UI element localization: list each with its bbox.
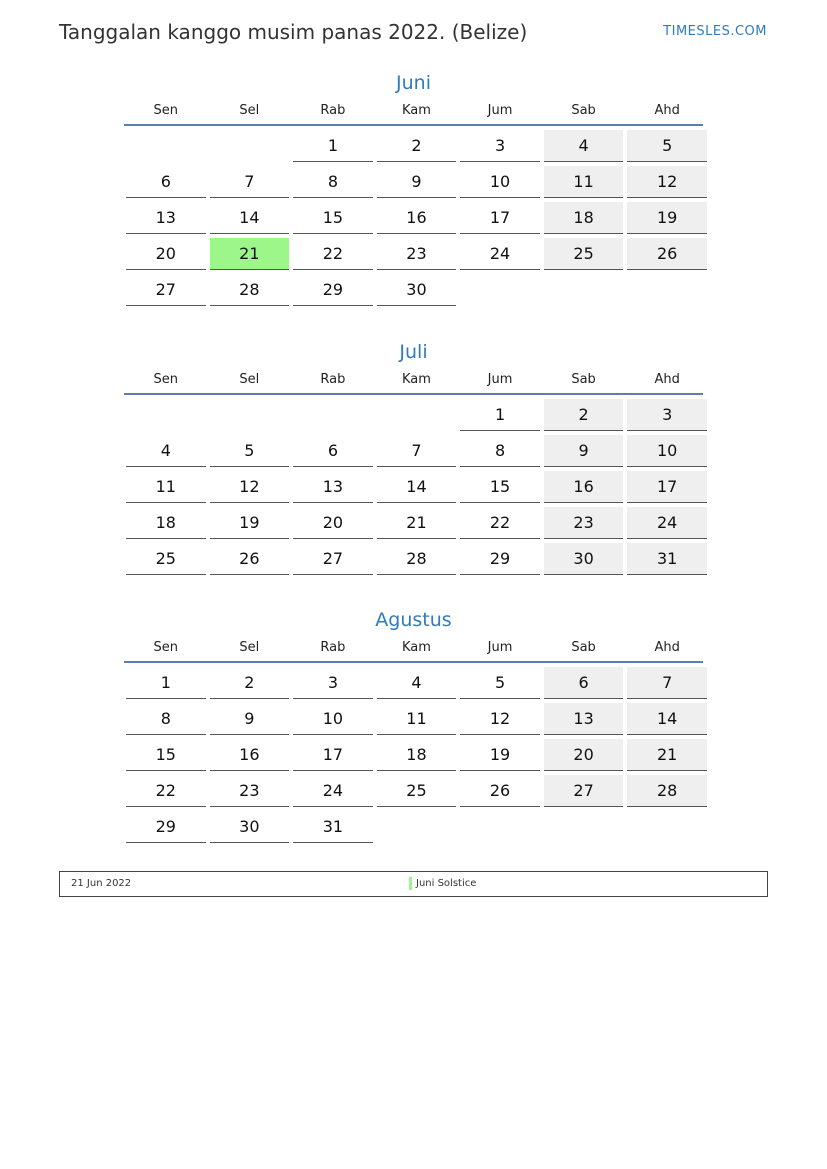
week-row <box>124 130 703 166</box>
week-row <box>124 471 703 507</box>
day-cell: 22 <box>126 775 206 807</box>
day-cell: 31 <box>293 811 373 843</box>
month-title: Juli <box>399 341 428 363</box>
week-row <box>124 507 703 543</box>
week-row <box>124 811 703 847</box>
empty-day-cell <box>377 811 457 843</box>
day-cell: 30 <box>210 811 290 843</box>
day-cell: 11 <box>126 471 206 503</box>
day-cell: 25 <box>544 238 624 270</box>
day-cell: 2 <box>377 130 457 162</box>
day-cell: 21 <box>627 739 707 771</box>
weekday-label: Rab <box>320 102 346 118</box>
day-cell: 23 <box>544 507 624 539</box>
day-cell: 16 <box>377 202 457 234</box>
empty-day-cell <box>210 399 290 431</box>
day-cell: 1 <box>293 130 373 162</box>
day-cell: 6 <box>126 166 206 198</box>
day-cell: 2 <box>210 667 290 699</box>
day-cell: 11 <box>377 703 457 735</box>
day-cell: 4 <box>377 667 457 699</box>
weekday-label: Kam <box>402 371 431 387</box>
day-cell: 14 <box>627 703 707 735</box>
month-calendar-juli <box>124 339 703 579</box>
weekday-label: Jum <box>487 371 513 387</box>
day-cell: 5 <box>627 130 707 162</box>
empty-day-cell <box>460 274 540 306</box>
empty-day-cell <box>293 399 373 431</box>
weekday-label: Sel <box>239 371 260 387</box>
weekday-label: Sel <box>239 102 260 118</box>
weekday-header-row <box>124 633 703 663</box>
weekday-label: Rab <box>320 639 346 655</box>
week-row <box>124 238 703 274</box>
day-cell: 19 <box>460 739 540 771</box>
week-row <box>124 274 703 310</box>
empty-day-cell <box>627 274 707 306</box>
day-cell: 17 <box>460 202 540 234</box>
empty-day-cell <box>210 130 290 162</box>
day-cell: 19 <box>210 507 290 539</box>
day-cell: 5 <box>460 667 540 699</box>
day-cell: 11 <box>544 166 624 198</box>
day-cell: 4 <box>544 130 624 162</box>
day-cell: 25 <box>126 543 206 575</box>
weekday-header-row <box>124 96 703 126</box>
day-cell: 13 <box>293 471 373 503</box>
day-cell: 27 <box>126 274 206 306</box>
day-cell: 9 <box>377 166 457 198</box>
day-cell: 29 <box>460 543 540 575</box>
weekday-label: Ahd <box>654 102 680 118</box>
day-cell: 1 <box>460 399 540 431</box>
day-cell: 14 <box>210 202 290 234</box>
weekday-label: Sen <box>153 102 179 118</box>
month-title: Agustus <box>375 609 452 631</box>
weekday-label: Sab <box>571 639 596 655</box>
week-row <box>124 667 703 703</box>
weekday-header-row <box>124 365 703 395</box>
week-row <box>124 775 703 811</box>
month-calendar-agustus <box>124 607 703 847</box>
weekday-label: Jum <box>487 102 513 118</box>
day-cell: 24 <box>293 775 373 807</box>
weeks-grid <box>124 130 703 310</box>
weekday-label: Sel <box>239 639 260 655</box>
day-cell-highlighted: 21 <box>210 238 290 270</box>
day-cell: 24 <box>627 507 707 539</box>
page-title: Tanggalan kanggo musim panas 2022. (Belize) <box>59 20 528 44</box>
day-cell: 1 <box>126 667 206 699</box>
day-cell: 27 <box>293 543 373 575</box>
weekday-label: Sen <box>153 371 179 387</box>
week-row <box>124 435 703 471</box>
day-cell: 23 <box>377 238 457 270</box>
day-cell: 29 <box>126 811 206 843</box>
day-cell: 21 <box>377 507 457 539</box>
day-cell: 18 <box>126 507 206 539</box>
day-cell: 18 <box>544 202 624 234</box>
weekday-label: Jum <box>487 639 513 655</box>
legend-color-marker <box>409 877 412 890</box>
day-cell: 25 <box>377 775 457 807</box>
day-cell: 6 <box>544 667 624 699</box>
empty-day-cell <box>377 399 457 431</box>
weekday-label: Rab <box>320 371 346 387</box>
day-cell: 5 <box>210 435 290 467</box>
month-title: Juni <box>396 72 431 94</box>
day-cell: 26 <box>460 775 540 807</box>
day-cell: 12 <box>627 166 707 198</box>
day-cell: 10 <box>460 166 540 198</box>
week-row <box>124 739 703 775</box>
empty-day-cell <box>126 399 206 431</box>
legend-box <box>59 871 768 897</box>
weekday-label: Kam <box>402 102 431 118</box>
weekday-label: Kam <box>402 639 431 655</box>
weekday-label: Ahd <box>654 371 680 387</box>
day-cell: 20 <box>544 739 624 771</box>
day-cell: 2 <box>544 399 624 431</box>
day-cell: 8 <box>293 166 373 198</box>
day-cell: 8 <box>126 703 206 735</box>
site-link[interactable]: TIMESLES.COM <box>663 24 767 39</box>
day-cell: 20 <box>293 507 373 539</box>
day-cell: 7 <box>627 667 707 699</box>
day-cell: 28 <box>627 775 707 807</box>
day-cell: 23 <box>210 775 290 807</box>
day-cell: 12 <box>460 703 540 735</box>
day-cell: 15 <box>293 202 373 234</box>
day-cell: 3 <box>627 399 707 431</box>
weekday-label: Sab <box>571 371 596 387</box>
day-cell: 10 <box>627 435 707 467</box>
empty-day-cell <box>627 811 707 843</box>
day-cell: 31 <box>627 543 707 575</box>
day-cell: 20 <box>126 238 206 270</box>
day-cell: 7 <box>377 435 457 467</box>
day-cell: 22 <box>293 238 373 270</box>
day-cell: 17 <box>627 471 707 503</box>
day-cell: 9 <box>544 435 624 467</box>
day-cell: 14 <box>377 471 457 503</box>
day-cell: 18 <box>377 739 457 771</box>
weekday-label: Sen <box>153 639 179 655</box>
day-cell: 16 <box>210 739 290 771</box>
empty-day-cell <box>126 130 206 162</box>
day-cell: 24 <box>460 238 540 270</box>
day-cell: 17 <box>293 739 373 771</box>
day-cell: 9 <box>210 703 290 735</box>
weeks-grid <box>124 399 703 579</box>
week-row <box>124 202 703 238</box>
day-cell: 26 <box>210 543 290 575</box>
day-cell: 28 <box>377 543 457 575</box>
day-cell: 3 <box>293 667 373 699</box>
day-cell: 3 <box>460 130 540 162</box>
day-cell: 12 <box>210 471 290 503</box>
empty-day-cell <box>460 811 540 843</box>
day-cell: 30 <box>544 543 624 575</box>
day-cell: 10 <box>293 703 373 735</box>
weekday-label: Ahd <box>654 639 680 655</box>
month-calendar-juni <box>124 70 703 310</box>
day-cell: 7 <box>210 166 290 198</box>
empty-day-cell <box>544 811 624 843</box>
weekday-label: Sab <box>571 102 596 118</box>
week-row <box>124 703 703 739</box>
week-row <box>124 399 703 435</box>
legend-event-label: Juni Solstice <box>416 878 477 889</box>
day-cell: 16 <box>544 471 624 503</box>
day-cell: 15 <box>126 739 206 771</box>
empty-day-cell <box>544 274 624 306</box>
week-row <box>124 166 703 202</box>
day-cell: 28 <box>210 274 290 306</box>
day-cell: 26 <box>627 238 707 270</box>
day-cell: 13 <box>544 703 624 735</box>
day-cell: 15 <box>460 471 540 503</box>
day-cell: 29 <box>293 274 373 306</box>
legend-date: 21 Jun 2022 <box>71 878 132 889</box>
day-cell: 6 <box>293 435 373 467</box>
day-cell: 27 <box>544 775 624 807</box>
weeks-grid <box>124 667 703 847</box>
day-cell: 13 <box>126 202 206 234</box>
day-cell: 8 <box>460 435 540 467</box>
day-cell: 19 <box>627 202 707 234</box>
day-cell: 4 <box>126 435 206 467</box>
week-row <box>124 543 703 579</box>
day-cell: 22 <box>460 507 540 539</box>
day-cell: 30 <box>377 274 457 306</box>
